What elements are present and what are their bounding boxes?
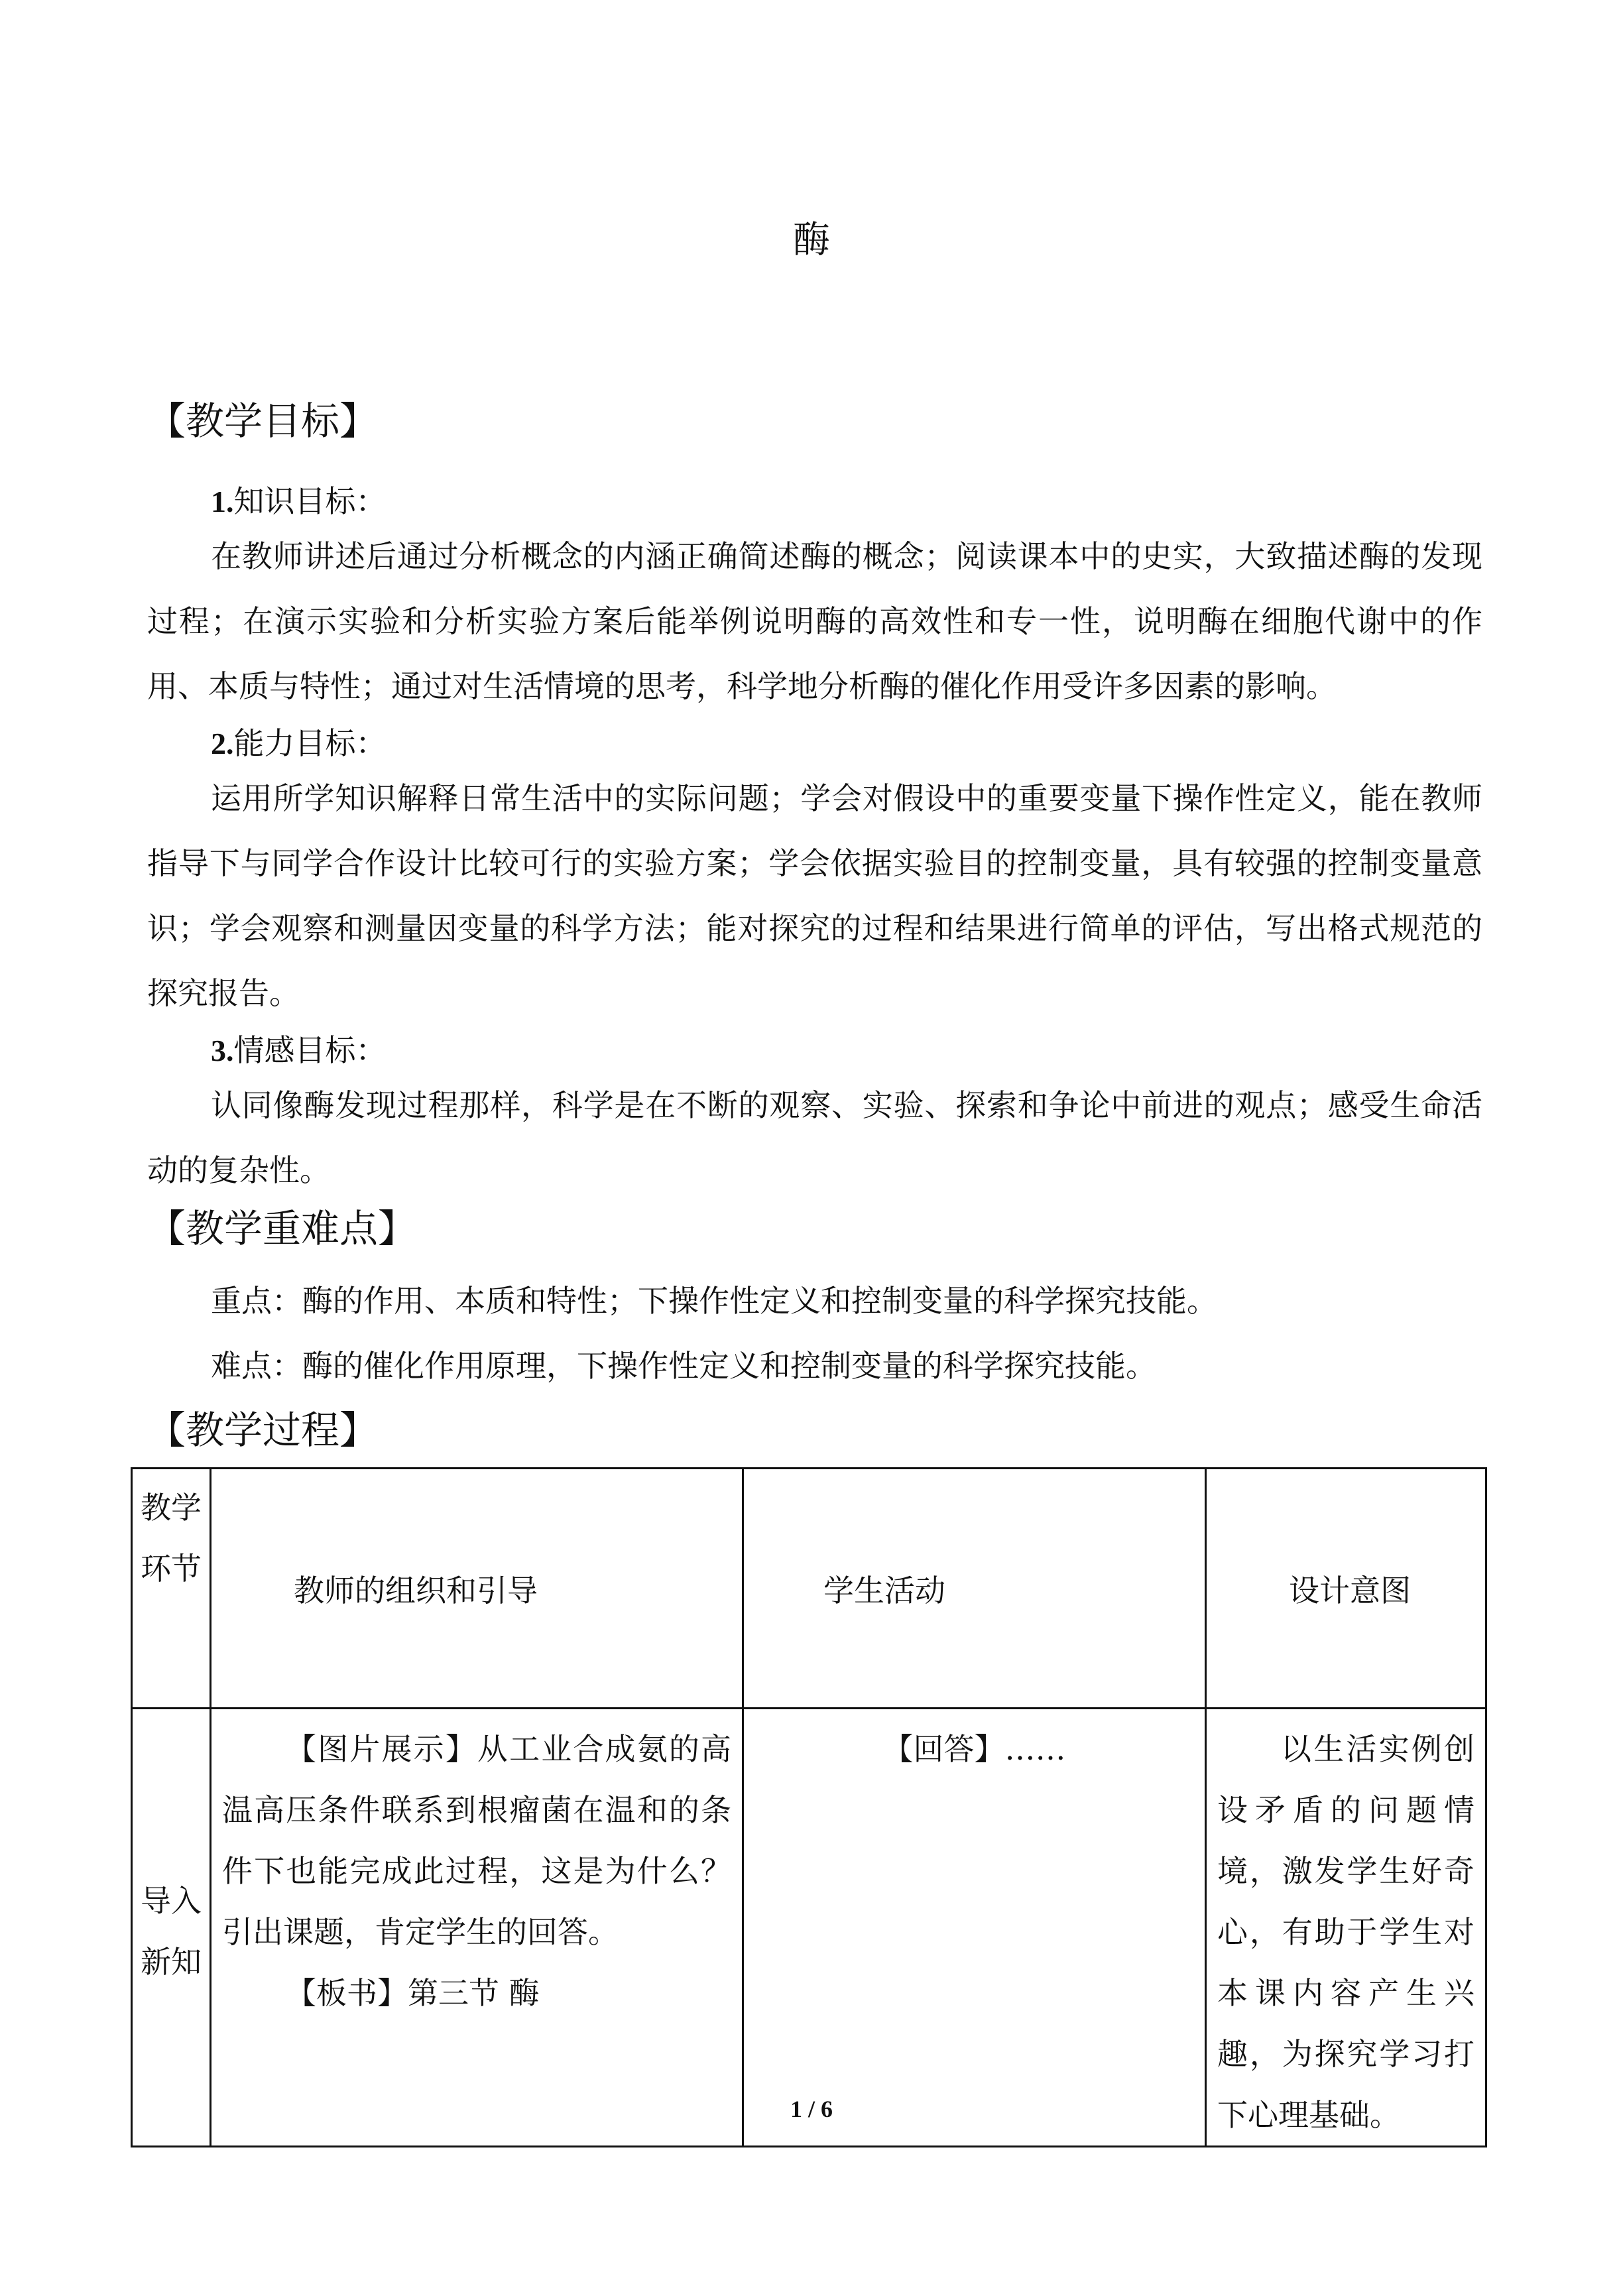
subheading-ability [211, 719, 387, 763]
cell-teacher-text: 【图片展示】从工业合成氨的高温高压条件联系到根瘤菌在温和的条件下也能完成此过程，这是为什么？引出课题，肯定学生的回答。 [222, 1731, 731, 1950]
subheading-emotion-num: 3. [211, 1034, 234, 1067]
cell-intent [1206, 1709, 1486, 2147]
subheading-ability-num: 2. [211, 727, 234, 760]
header-teacher: 教师的组织和引导 [211, 1469, 743, 1709]
cell-intent-text: 以生活实例创设矛盾的问题情境，激发学生好奇心，有助于学生对本课内容产生兴趣，为探究学习打下心理基础。 [1217, 1731, 1474, 2133]
subheading-knowledge-num: 1. [211, 485, 234, 518]
section-heading-objectives: 【教学目标】 [147, 398, 379, 444]
page-number: 1 / 6 [790, 2096, 833, 2122]
header-intent: 设计意图 [1206, 1469, 1486, 1709]
header-student: 学生活动 [743, 1469, 1206, 1709]
section-heading-process: 【教学过程】 [147, 1408, 379, 1453]
cell-stage: 导入新知 [132, 1709, 211, 2147]
subheading-knowledge [211, 477, 387, 521]
subheading-ability-label: 能力目标： [233, 725, 387, 761]
cell-student-text: 【回答】…… [882, 1731, 1066, 1767]
cell-teacher [211, 1709, 743, 2147]
paragraph-emotion: 认同像酶发现过程那样，科学是在不断的观察、实验、探索和争论中前进的观点；感受生命活动的复杂性。 [147, 1087, 1482, 1188]
header-stage: 教学环节 [132, 1469, 211, 1709]
subheading-emotion [211, 1026, 387, 1070]
table-header-row [132, 1469, 1486, 1709]
process-table [131, 1467, 1487, 2147]
cell-student [743, 1709, 1206, 2147]
subheading-knowledge-label: 知识目标： [233, 483, 387, 519]
page-title: 酶 [793, 219, 830, 262]
paragraph-ability: 运用所学知识解释日常生活中的实际问题；学会对假设中的重要变量下操作性定义，能在教师指导下与同学合作设计比较可行的实验方案；学会依据实验目的控制变量，具有较强的控制变量意识；学会观察和测量因变量的科学方法；能对探究的过程和结果进行简单的评估，写出格式规范的探究报告。 [147, 780, 1482, 1011]
cell-teacher-board: 【板书】第三节 酶 [286, 1975, 540, 2011]
section-heading-key-points: 【教学重难点】 [147, 1206, 417, 1251]
subheading-emotion-label: 情感目标： [233, 1032, 387, 1068]
table-row [132, 1709, 1486, 2147]
paragraph-difficult-point: 难点：酶的催化作用原理，下操作性定义和控制变量的科学探究技能。 [211, 1348, 1156, 1384]
paragraph-knowledge: 在教师讲述后通过分析概念的内涵正确简述酶的概念；阅读课本中的史实，大致描述酶的发现过程；在演示实验和分析实验方案后能举例说明酶的高效性和专一性，说明酶在细胞代谢中的作用、本质与特性；通过对生活情境的思考，科学地分析酶的催化作用受许多因素的影响。 [147, 538, 1482, 704]
paragraph-key-point: 重点：酶的作用、本质和特性；下操作性定义和控制变量的科学探究技能。 [211, 1283, 1217, 1319]
